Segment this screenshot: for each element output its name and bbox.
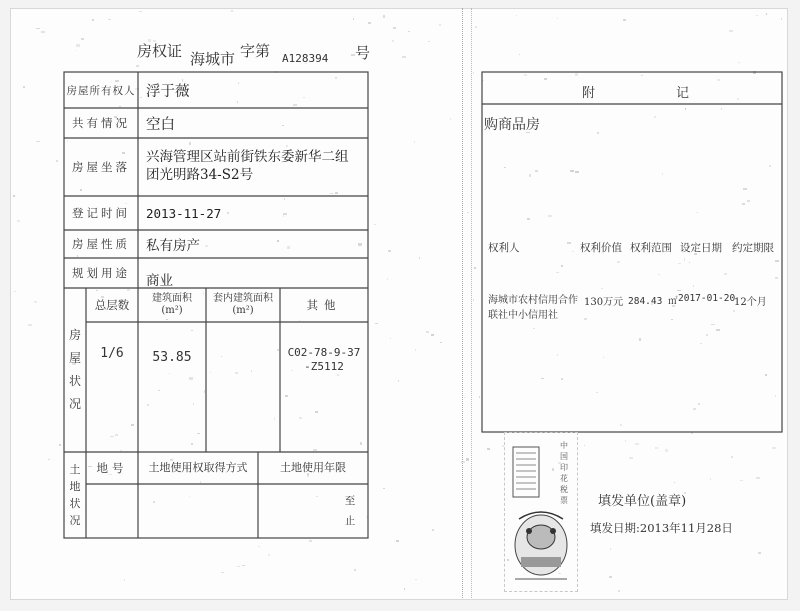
owner-label: 房屋所有权人	[66, 84, 136, 97]
col-floors: 总层数	[94, 297, 130, 312]
lien-header-holder: 权利人	[488, 242, 520, 254]
annex-title-ji: 记	[676, 86, 690, 101]
col-inner-area-label: 套内建筑面积	[213, 292, 273, 304]
building-side-char: 房	[68, 328, 81, 343]
lien-holder-line-2: 联社中小信用社	[488, 310, 558, 321]
col-inner-area	[206, 288, 280, 322]
land-term-end: 止	[344, 515, 356, 528]
lien-header-date: 设定日期	[680, 242, 722, 254]
floors-value: 1/6	[100, 345, 124, 361]
building-side-char: 状	[68, 374, 81, 388]
reg-time-value: 2013-11-27	[146, 205, 222, 221]
area-value: 53.85	[152, 349, 192, 365]
col-area-unit: (m²)	[161, 305, 183, 316]
col-area-label: 建筑面积	[152, 292, 192, 304]
issuer-label: 填发单位(盖章)	[598, 494, 687, 509]
use-label: 规划用途	[72, 266, 130, 280]
reg-time-label: 登记时间	[72, 206, 130, 220]
land-side-char: 土	[69, 462, 81, 476]
lien-holder-line-1: 海城市农村信用合作	[488, 295, 578, 306]
nature-value: 私有房产	[146, 238, 200, 254]
land-col-method: 土地使用权取得方式	[148, 461, 248, 475]
cert-zi-di: 字第	[240, 42, 271, 60]
location-line-1: 兴海管理区站前街铁东委新华二组	[146, 149, 349, 166]
location-label: 房屋坐落	[72, 160, 130, 174]
co-owner-value: 空白	[146, 116, 175, 133]
land-side-char: 地	[69, 479, 81, 493]
land-term-to: 至	[344, 495, 356, 508]
land-col-no: 地号	[96, 460, 128, 475]
annex-title-fu: 附	[582, 86, 596, 101]
col-area	[138, 288, 206, 322]
building-side-char: 况	[68, 396, 81, 411]
land-col-term: 土地使用年限	[280, 461, 346, 475]
lien-header-scope: 权利范围	[630, 242, 672, 254]
use-value: 商业	[146, 273, 173, 289]
col-inner-area-unit: (m²)	[232, 305, 254, 316]
land-side-char: 状	[69, 497, 81, 510]
annex-note: 购商品房	[484, 117, 540, 133]
stamp-text: 中国印花税票	[560, 441, 568, 505]
nature-label: 房屋性质	[72, 237, 130, 251]
building-status-side-label	[64, 288, 86, 452]
lien-date: 2017-01-20	[678, 293, 736, 304]
owner-value: 浮于薇	[146, 83, 190, 100]
col-other: 其他	[306, 297, 342, 312]
building-side-char: 屋	[68, 351, 81, 366]
lien-header-value: 权利价值	[580, 242, 622, 254]
cert-city: 海城市	[190, 50, 236, 68]
other-value	[280, 342, 368, 378]
lien-value: 130万元	[584, 297, 624, 308]
other-value-line-2: -Z5112	[304, 360, 344, 373]
location-value	[140, 138, 366, 196]
other-value-line-1: C02-78-9-37	[287, 346, 361, 360]
issue-date: 填发日期:2013年11月28日	[590, 521, 733, 535]
lien-scope: 284.43 ㎡	[628, 296, 678, 307]
lien-term: 12个月	[734, 297, 767, 308]
land-status-side-label	[64, 452, 86, 538]
lien-holder	[488, 293, 578, 323]
cert-number: A128394	[282, 52, 329, 65]
land-side-char: 况	[69, 514, 81, 528]
lien-header-term: 约定期限	[732, 242, 774, 254]
cert-title: 房权证	[137, 42, 183, 60]
location-line-2: 团光明路34-S2号	[146, 167, 254, 183]
co-owner-label: 共有情况	[72, 116, 130, 130]
cert-hao: 号	[355, 44, 371, 62]
